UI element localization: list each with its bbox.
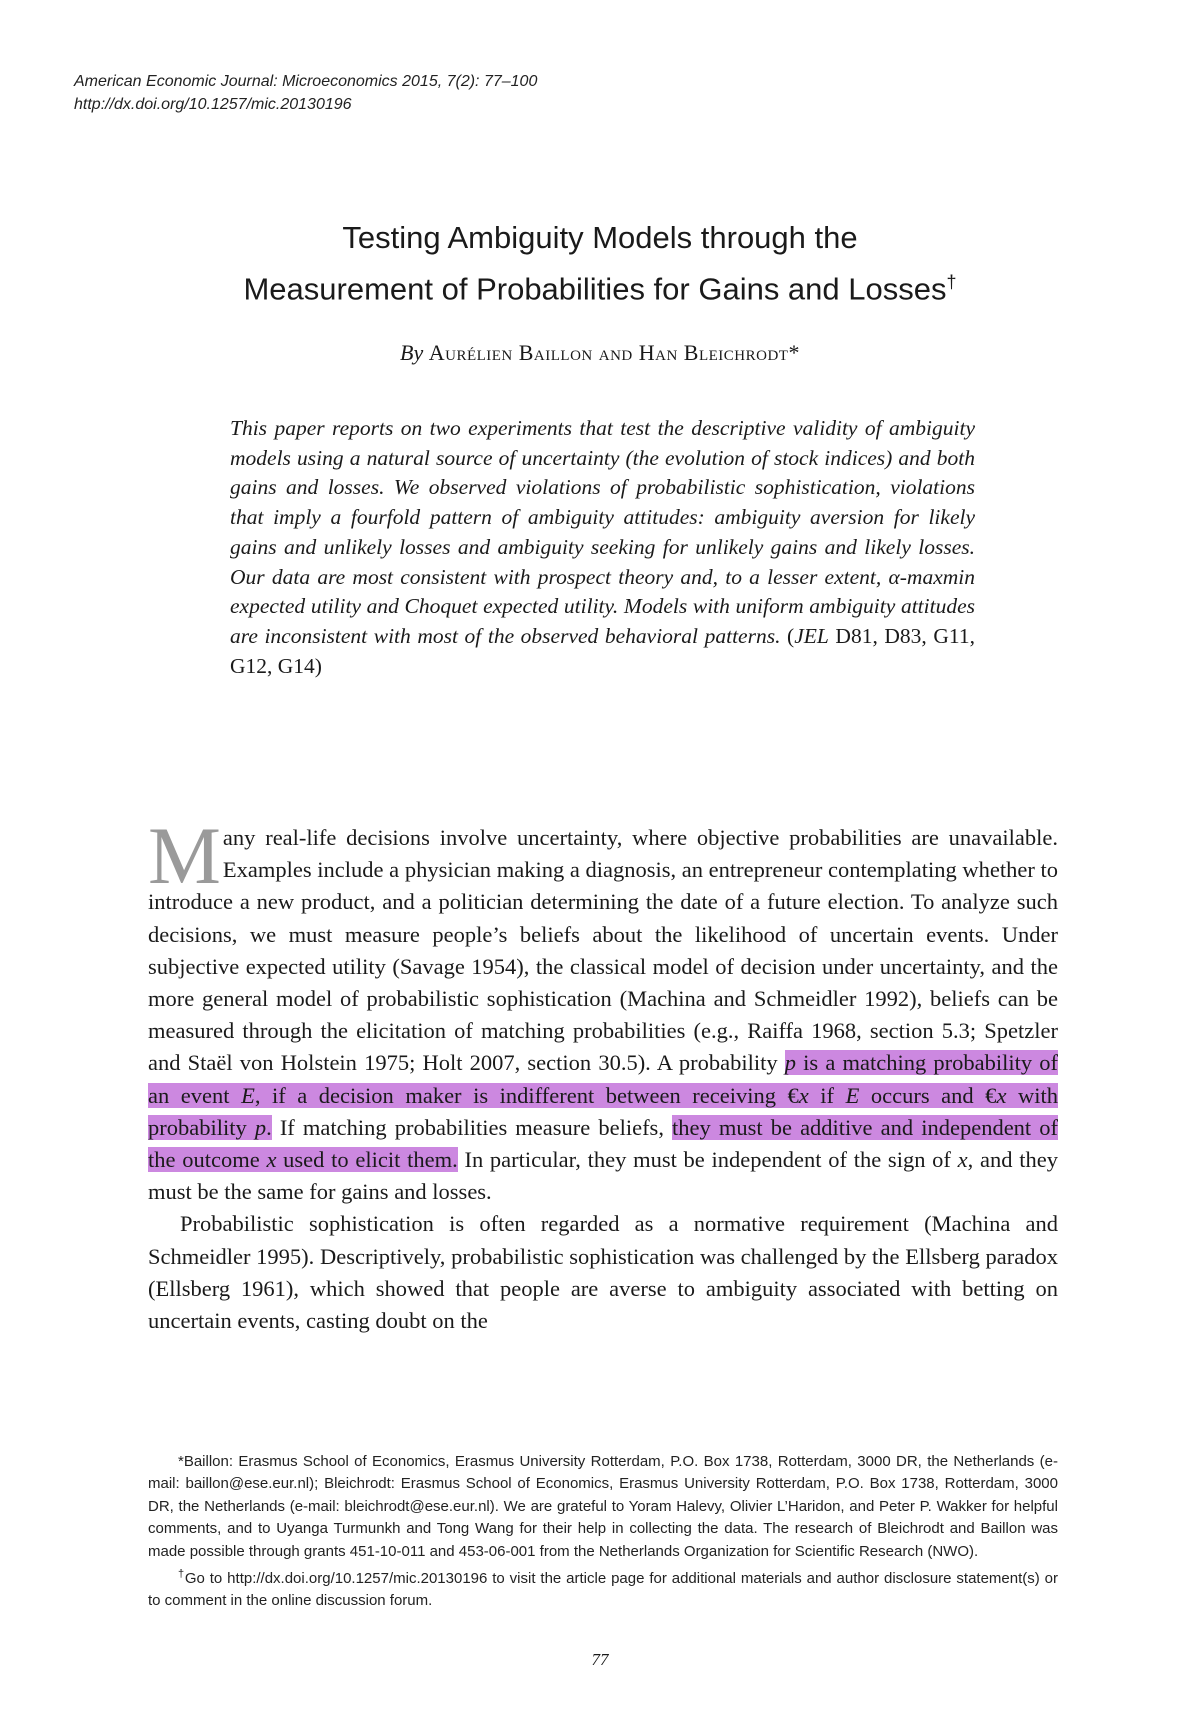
footnote-dagger: †Go to http://dx.doi.org/10.1257/mic.20130196 to visit the article page for additional materials and author disclosure statement(s) or to comment in the online discussion forum. <box>148 1568 1058 1610</box>
title-line-1: Testing Ambiguity Models through the <box>342 220 858 255</box>
paragraph-2: Probabilistic sophistication is often regarded as a normative requirement (Machina and Schmeidler 1995). Descriptively, probabilistic sophistication was challenged by the Ellsberg paradox (Ellsberg 1961), which showed that people are averse to ambiguity associated with betting on uncertain events, casting doubt on the <box>148 1211 1058 1334</box>
highlight-2[interactable]: they must be additive and independent of the outcome x used to elicit them. <box>148 1114 1059 1173</box>
title-dagger: † <box>946 272 957 292</box>
footnote-star: *Baillon: Erasmus School of Economics, Erasmus University Rotterdam, P.O. Box 1738, Rotterdam, 3000 DR, the Netherlands (e-mail: baillon@ese.eur.nl); Bleichrodt: Erasmus School of Economics, Erasmus University Rotterdam, P.O. Box 1738, Rotterdam, 3000 DR, the Netherlands (e-mail: bleichrodt@ese.eur.nl). We are grateful to Yoram Halevy, Olivier L’Haridon, and Peter P. Wakker for helpful comments, and to Uyanga Turmunkh and Tong Wang for their help in collecting the data. The research of Bleichrodt and Baillon was made possible through grants 451-10-011 and 453-06-001 from the Netherlands Organization for Scientific Research (NWO). <box>148 1453 1058 1560</box>
footnotes <box>148 1451 1058 1613</box>
body-text <box>148 810 1059 1337</box>
jel-codes: (JEL D81, D83, G11, G12, G14) <box>230 623 975 678</box>
abstract <box>230 414 975 681</box>
drop-cap: M <box>148 810 221 901</box>
doi-link[interactable]: http://dx.doi.org/10.1257/mic.20130196 <box>74 96 352 113</box>
running-header <box>74 70 537 116</box>
page-number: 77 <box>591 1650 609 1669</box>
highlight-1[interactable]: p is a matching probability of an event E, if a decision maker is indifferent between receiving €x if E occurs and €x with probability p. <box>148 1050 1059 1140</box>
paragraph-1: Many real-life decisions involve uncertainty, where objective probabilities are unavailable. Examples include a physician making a diagnosis, an entrepreneur contemplating whether to introduce a new product, and a politician determining the date of a future election. To analyze such decisions, we must measure people’s beliefs about the likelihood of uncertain events. Under subjective expected utility (Savage 1954), the classical model of decision under uncertainty, and the more general model of probabilistic sophistication (Machina and Schmeidler 1992), beliefs can be measured through the elicitation of matching probabilities (e.g., Raiffa 1968, section 5.3; Spetzler and Staël von Holstein 1975; Holt 2007, section 30.5). A probability p is a matching probability of an event E, if a decision maker is indifferent between receiving €x if E occurs and €x with probability p. If matching probabilities measure beliefs, they must be additive and independent of the outcome x used to elicit them. In particular, they must be independent of the sign of x, and they must be the same for gains and losses. <box>148 810 1059 1205</box>
abstract-text: This paper reports on two experiments that test the descriptive validity of ambiguity models using a natural source of uncertainty (the evolution of stock indices) and both gains and losses. We observed violations of probabilistic sophistication, violations that imply a fourfold pattern of ambiguity attitudes: ambiguity aversion for likely gains and unlikely losses and ambiguity seeking for unlikely gains and likely losses. Our data are most consistent with prospect theory and, to a lesser extent, α-maxmin expected utility and Choquet expected utility. Models with uniform ambiguity attitudes are inconsistent with most of the observed behavioral patterns. <box>230 416 975 648</box>
journal-citation: American Economic Journal: Microeconomics 2015, 7(2): 77–100 <box>74 73 538 90</box>
author-byline <box>0 340 1200 366</box>
byline-by: By <box>400 340 424 365</box>
paper-title <box>0 215 1200 311</box>
byline-authors: Aurélien Baillon and Han Bleichrodt* <box>428 340 800 365</box>
title-line-2: Measurement of Probabilities for Gains and Losses† <box>243 271 957 307</box>
